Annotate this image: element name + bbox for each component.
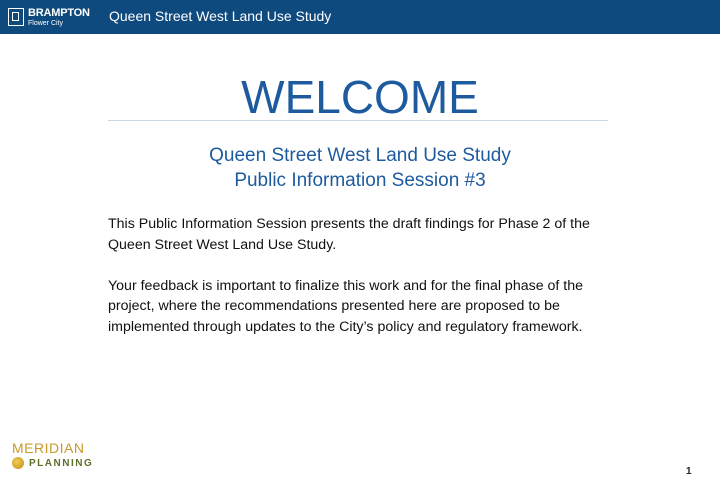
meridian-sun-icon	[12, 457, 24, 469]
meridian-logo-name: MERIDIAN	[12, 440, 85, 456]
meridian-logo-row	[12, 457, 122, 469]
header-title: Queen Street West Land Use Study	[109, 8, 332, 24]
slide-subtitle	[0, 143, 720, 193]
subtitle-line-1: Queen Street West Land Use Study	[209, 145, 511, 166]
brampton-logo-icon	[8, 8, 24, 26]
brampton-logo-text	[28, 8, 90, 27]
header-bar	[0, 0, 720, 34]
meridian-logo-sub: PLANNING	[29, 457, 94, 469]
slide-heading: WELCOME	[241, 71, 479, 123]
page-number: 1	[686, 466, 692, 477]
subtitle-line-2: Public Information Session #3	[234, 170, 486, 191]
brampton-logo	[8, 4, 90, 30]
brampton-logo-sub: Flower City	[28, 19, 64, 27]
body-paragraph-2: Your feedback is important to finalize this work and for the final phase of the project, where the recommendations presented here are proposed to be implemented through updates to the City’s policy and regulatory framework.	[108, 277, 584, 335]
brampton-logo-name: BRAMPTON	[28, 6, 90, 19]
heading-divider	[108, 120, 608, 121]
slide-body	[108, 214, 628, 337]
body-paragraph-1: This Public Information Session presents the draft findings for Phase 2 of the Queen Street West Land Use Study.	[108, 216, 590, 253]
meridian-logo	[12, 440, 122, 469]
